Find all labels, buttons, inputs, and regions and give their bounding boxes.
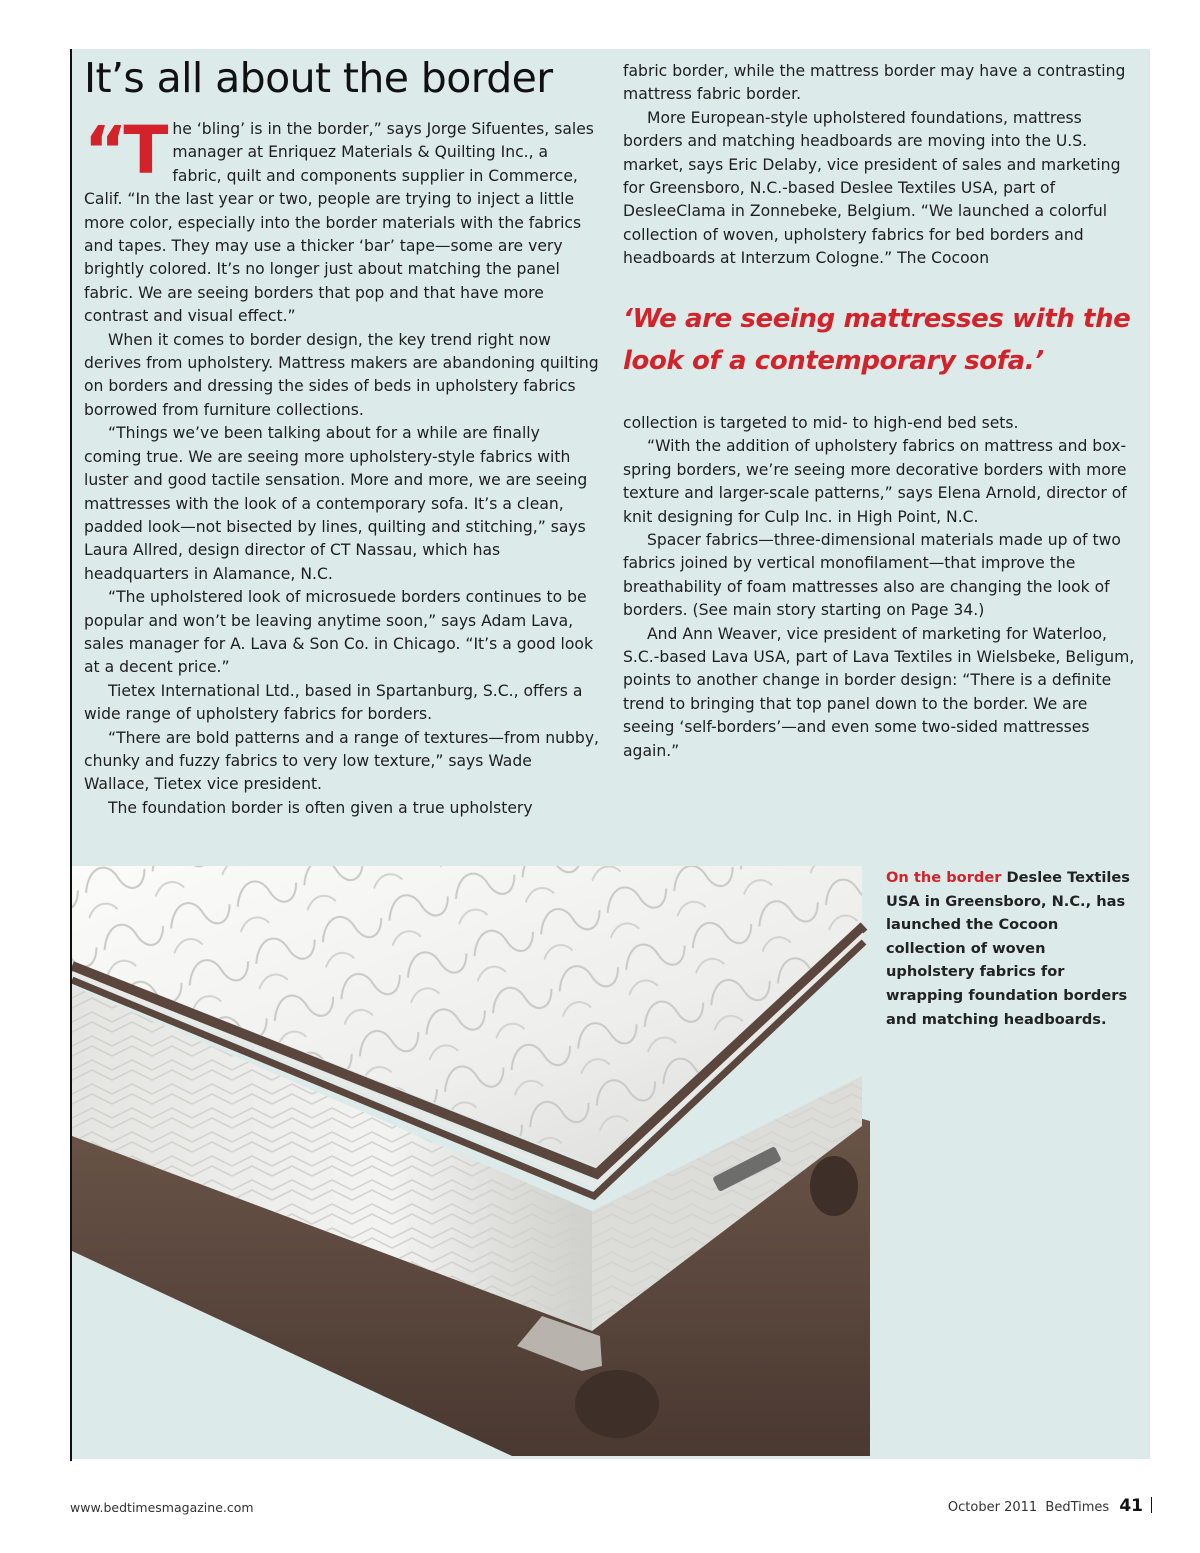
footer-url[interactable]: www.bedtimesmagazine.com bbox=[70, 1500, 254, 1515]
footer-magazine: BedTimes bbox=[1045, 1500, 1110, 1515]
drop-cap: “T bbox=[84, 112, 165, 189]
bed-leg bbox=[575, 1370, 659, 1438]
photo-caption bbox=[886, 866, 1136, 1031]
body-paragraph: collection is targeted to mid- to high-end bed sets. bbox=[623, 414, 1019, 432]
pull-quote: ‘We are seeing mattresses with the look of a contemporary sofa.’ bbox=[623, 304, 1131, 376]
left-column bbox=[84, 112, 600, 820]
bed-leg bbox=[810, 1156, 858, 1216]
right-column-bottom bbox=[623, 412, 1143, 763]
caption-lead: On the border bbox=[886, 869, 1002, 886]
mattress-photo bbox=[72, 866, 870, 1459]
body-paragraph: Tietex International Ltd., based in Spartanburg, S.C., offers a wide range of upholstery fabrics for borders. bbox=[84, 681, 583, 724]
body-paragraph: When it comes to border design, the key trend right now derives from upholstery. Mattress makers are abandoning quilting on borders and dressing the sides of beds in upholstery fabrics borrowed from furniture collections. bbox=[84, 330, 599, 419]
headline: It’s all about the border bbox=[84, 54, 553, 102]
footer-folio bbox=[948, 1496, 1152, 1516]
body-paragraph: “There are bold patterns and a range of textures—from nubby, chunky and fuzzy fabrics to very low texture,” says Wade Wallace, Tietex vice president. bbox=[84, 728, 600, 794]
footer-issue: October 2011 bbox=[947, 1500, 1038, 1515]
body-paragraph: fabric border, while the mattress border may have a contrasting mattress fabric border. bbox=[623, 62, 1126, 104]
lead-paragraph bbox=[84, 112, 600, 329]
caption-text: Deslee Textiles USA in Greensboro, N.C., has launched the Cocoon collection of woven upholstery fabrics for wrapping foundation borders and matching headboards. bbox=[886, 869, 1130, 1028]
body-paragraph: More European-style upholstered foundations, mattress borders and matching headboards are moving into the U.S. market, says Eric Delaby, vice president of sales and marketing for Greensboro, N.C.-based Deslee Textiles USA, part of DesleeClama in Zonnebeke, Belgium. “We launched a colorful collection of woven, upholstery fabrics for bed borders and headboards at Interzum Cologne.” The Cocoon bbox=[623, 108, 1121, 268]
body-paragraph: And Ann Weaver, vice president of marketing for Waterloo, S.C.-based Lava USA, part of Lava Textiles in Wielsbeke, Beligum, points to another change in border design: “There is a definite trend to bringing that top panel down to the border. We are seeing ‘self-borders’—and even some two-sided mattresses again.” bbox=[623, 624, 1135, 760]
page-number: 41 bbox=[1119, 1496, 1143, 1516]
folio-bar bbox=[1151, 1497, 1152, 1513]
body-paragraph: “The upholstered look of microsuede borders continues to be popular and won’t be leaving anytime soon,” says Adam Lava, sales manager for A. Lava & Son Co. in Chicago. “It’s a good look at a decent price.” bbox=[84, 588, 593, 677]
right-column-top bbox=[623, 60, 1143, 271]
lead-paragraph-text: he ‘bling’ is in the border,” says Jorge Sifuentes, sales manager at Enriquez Materials & Quilting Inc., a fabric, quilt and components supplier in Commerce, Calif. “In the last year or two, people are trying to inject a little more color, especially into the border materials with the fabrics and tapes. They may use a thicker ‘bar’ tape—some are very brightly colored. It’s no longer just about matching the panel fabric. We are seeing borders that pop and that have more contrast and visual effect.” bbox=[84, 120, 594, 326]
body-paragraph: “Things we’ve been talking about for a while are finally coming true. We are seeing more upholstery-style fabrics with luster and good tactile sensation. More and more, we are seeing mattresses with the look of a contemporary sofa. It’s a clean, padded look—not bisected by lines, quilting and stitching,” says Laura Allred, design director of CT Nassau, which has headquarters in Alamance, N.C. bbox=[84, 424, 588, 583]
body-paragraph: “With the addition of upholstery fabrics on mattress and box-spring borders, we’re seeing more decorative borders with more texture and larger-scale patterns,” says Elena Arnold, director of knit designing for Culp Inc. in High Point, N.C. bbox=[623, 437, 1127, 526]
body-paragraph: The foundation border is often given a true upholstery bbox=[108, 798, 533, 817]
body-paragraph: Spacer fabrics—three-dimensional materials made up of two fabrics joined by vertical monofilament—that improve the breathability of foam mattresses also are changing the look of borders. (See main story starting on Page 34.) bbox=[623, 531, 1121, 620]
